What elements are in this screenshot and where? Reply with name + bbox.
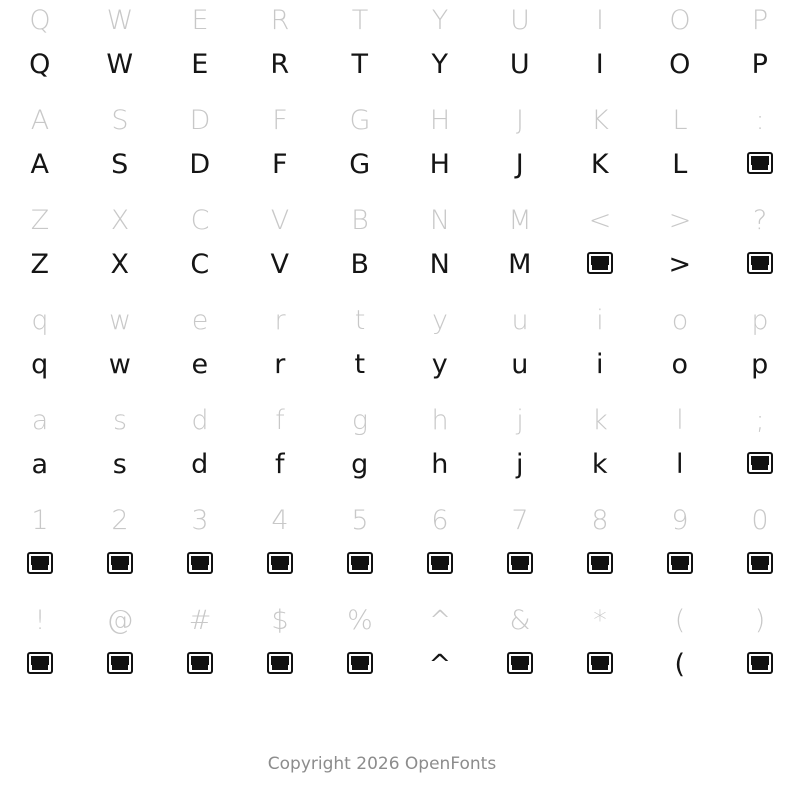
rendered-glyph: ^ [428, 649, 452, 680]
reference-character: y [432, 305, 448, 336]
glyph-cell [400, 500, 480, 600]
reference-character: V [270, 205, 290, 236]
rendered-glyph: q [31, 349, 49, 380]
notdef-box [347, 652, 373, 674]
reference-character: $ [271, 605, 289, 636]
rendered-glyph: D [189, 149, 211, 180]
glyph-cell [160, 300, 240, 400]
notdef-bottom-bar [272, 563, 288, 570]
glyph-cell [80, 600, 160, 700]
notdef-glyph-icon [747, 452, 773, 474]
glyph-cell [0, 200, 80, 300]
glyph-cell [480, 500, 560, 600]
notdef-bottom-bar [752, 663, 768, 670]
notdef-bottom-bar [32, 663, 48, 670]
reference-character: u [511, 305, 529, 336]
reference-character: a [31, 405, 49, 436]
rendered-glyph: N [429, 249, 451, 280]
reference-character: ! [34, 605, 46, 636]
notdef-glyph-icon [27, 652, 53, 674]
reference-character: w [108, 305, 132, 336]
notdef-glyph-icon [267, 552, 293, 574]
rendered-glyph: s [112, 449, 128, 480]
notdef-box [107, 652, 133, 674]
glyph-cell [400, 200, 480, 300]
rendered-glyph: e [191, 349, 209, 380]
glyph-cell [320, 100, 400, 200]
notdef-box [187, 652, 213, 674]
glyph-cell [560, 0, 640, 100]
glyph-cell [80, 200, 160, 300]
notdef-glyph-icon [507, 552, 533, 574]
rendered-glyph: g [351, 449, 369, 480]
reference-character: I [596, 5, 604, 36]
glyph-cell [0, 300, 80, 400]
glyph-cell [240, 400, 320, 500]
glyph-cell [560, 300, 640, 400]
reference-character: K [591, 105, 609, 136]
rendered-glyph: f [274, 449, 285, 480]
notdef-glyph-icon [667, 552, 693, 574]
notdef-glyph-icon [107, 552, 133, 574]
reference-character: q [31, 305, 49, 336]
glyph-cell [720, 500, 800, 600]
reference-character: 5 [351, 505, 369, 536]
reference-character: > [668, 205, 692, 236]
notdef-box [27, 552, 53, 574]
notdef-bottom-bar [512, 663, 528, 670]
glyph-cell [0, 100, 80, 200]
rendered-glyph: y [431, 349, 449, 380]
glyph-cell [640, 500, 720, 600]
rendered-glyph: R [270, 49, 290, 80]
rendered-glyph: J [515, 149, 525, 180]
notdef-glyph-icon [187, 652, 213, 674]
glyph-cell [400, 400, 480, 500]
glyph-cell [640, 400, 720, 500]
copyright-notice: Copyright 2026 OpenFonts [267, 754, 497, 774]
notdef-box [747, 652, 773, 674]
notdef-box [747, 452, 773, 474]
notdef-box [507, 652, 533, 674]
rendered-glyph: X [110, 249, 130, 280]
glyph-cell [400, 600, 480, 700]
reference-character: 2 [111, 505, 129, 536]
notdef-glyph-icon [587, 652, 613, 674]
reference-character: 6 [431, 505, 449, 536]
rendered-glyph: B [350, 249, 370, 280]
rendered-glyph: A [30, 149, 50, 180]
reference-character: < [588, 205, 612, 236]
notdef-bottom-bar [192, 563, 208, 570]
reference-character: 3 [191, 505, 209, 536]
glyph-cell [0, 600, 80, 700]
glyph-cell [160, 500, 240, 600]
notdef-box [747, 152, 773, 174]
reference-character: N [429, 205, 451, 236]
reference-character: t [354, 305, 366, 336]
glyph-cell [400, 300, 480, 400]
rendered-glyph: u [511, 349, 529, 380]
reference-character: 7 [511, 505, 529, 536]
notdef-bottom-bar [192, 663, 208, 670]
glyph-cell [320, 400, 400, 500]
glyph-cell [640, 600, 720, 700]
glyph-cell [0, 0, 80, 100]
reference-character: P [751, 5, 769, 36]
reference-character: ^ [428, 605, 452, 636]
reference-character: # [188, 605, 212, 636]
rendered-glyph: M [508, 249, 532, 280]
reference-character: A [30, 105, 50, 136]
reference-character: o [671, 305, 689, 336]
glyph-cell [160, 600, 240, 700]
rendered-glyph: Z [30, 249, 50, 280]
reference-character: ) [754, 605, 766, 636]
glyph-cell [320, 200, 400, 300]
glyph-cell [80, 400, 160, 500]
reference-character: ( [674, 605, 686, 636]
glyph-cell [160, 400, 240, 500]
glyph-cell [240, 200, 320, 300]
glyph-cell [480, 100, 560, 200]
reference-character: ? [752, 205, 768, 236]
rendered-glyph: S [111, 149, 129, 180]
reference-character: L [672, 105, 688, 136]
reference-character: * [593, 605, 607, 636]
glyph-cell [80, 100, 160, 200]
notdef-box [747, 552, 773, 574]
reference-character: C [190, 205, 210, 236]
reference-character: Q [29, 5, 51, 36]
rendered-glyph: a [31, 449, 49, 480]
glyph-cell [240, 600, 320, 700]
rendered-glyph: p [751, 349, 769, 380]
glyph-cell [320, 500, 400, 600]
reference-character: 0 [751, 505, 769, 536]
reference-character: Z [30, 205, 50, 236]
glyph-cell [720, 300, 800, 400]
notdef-bottom-bar [752, 163, 768, 170]
reference-character: e [191, 305, 209, 336]
notdef-bottom-bar [32, 563, 48, 570]
reference-character: T [351, 5, 369, 36]
reference-character: ; [755, 405, 765, 436]
notdef-bottom-bar [592, 663, 608, 670]
glyph-cell [720, 200, 800, 300]
notdef-glyph-icon [347, 652, 373, 674]
notdef-bottom-bar [112, 663, 128, 670]
reference-character: 9 [671, 505, 689, 536]
notdef-bottom-bar [592, 563, 608, 570]
glyph-cell [320, 300, 400, 400]
notdef-glyph-icon [27, 552, 53, 574]
glyph-cell [640, 100, 720, 200]
glyph-cell [240, 100, 320, 200]
notdef-bottom-bar [272, 663, 288, 670]
notdef-box [667, 552, 693, 574]
notdef-glyph-icon [187, 552, 213, 574]
reference-character: F [272, 105, 288, 136]
notdef-box [587, 652, 613, 674]
rendered-glyph: w [108, 349, 132, 380]
reference-character: S [111, 105, 129, 136]
notdef-glyph-icon [347, 552, 373, 574]
notdef-box [747, 252, 773, 274]
glyph-cell [480, 200, 560, 300]
glyph-cell [560, 100, 640, 200]
notdef-glyph-icon [747, 552, 773, 574]
rendered-glyph: ( [674, 649, 686, 680]
rendered-glyph: l [675, 449, 684, 480]
reference-character: O [669, 5, 691, 36]
glyph-cell [0, 400, 80, 500]
glyph-cell [80, 300, 160, 400]
rendered-glyph: E [191, 49, 209, 80]
rendered-glyph: U [509, 49, 531, 80]
reference-character: Y [431, 5, 449, 36]
glyph-cell [720, 600, 800, 700]
notdef-bottom-bar [752, 463, 768, 470]
notdef-glyph-icon [747, 152, 773, 174]
reference-character: H [429, 105, 451, 136]
notdef-bottom-bar [432, 563, 448, 570]
rendered-glyph: I [595, 49, 605, 80]
notdef-glyph-icon [747, 652, 773, 674]
reference-character: s [112, 405, 128, 436]
reference-character: D [189, 105, 211, 136]
rendered-glyph: Y [431, 49, 449, 80]
glyph-cell [400, 100, 480, 200]
reference-character: G [349, 105, 371, 136]
reference-character: 1 [31, 505, 49, 536]
rendered-glyph: K [590, 149, 610, 180]
rendered-glyph: H [429, 149, 451, 180]
glyph-cell [640, 200, 720, 300]
glyph-cell [480, 300, 560, 400]
glyph-cell [320, 0, 400, 100]
glyph-cell [720, 0, 800, 100]
reference-character: r [274, 305, 286, 336]
glyph-cell [160, 0, 240, 100]
notdef-glyph-icon [587, 552, 613, 574]
glyph-cell [80, 0, 160, 100]
glyph-cell [480, 400, 560, 500]
reference-character: R [270, 5, 290, 36]
reference-character: E [191, 5, 209, 36]
rendered-glyph: > [668, 249, 692, 280]
reference-character: & [509, 605, 531, 636]
rendered-glyph: t [354, 349, 366, 380]
reference-character: W [106, 5, 134, 36]
notdef-box [267, 552, 293, 574]
rendered-glyph: G [349, 149, 371, 180]
glyph-cell [480, 600, 560, 700]
glyph-cell [480, 0, 560, 100]
glyph-cell [80, 500, 160, 600]
notdef-glyph-icon [107, 652, 133, 674]
rendered-glyph: j [515, 449, 524, 480]
reference-character: : [755, 105, 765, 136]
notdef-glyph-icon [507, 652, 533, 674]
notdef-bottom-bar [592, 263, 608, 270]
notdef-bottom-bar [512, 563, 528, 570]
reference-character: @ [106, 605, 134, 636]
rendered-glyph: T [351, 49, 369, 80]
reference-character: J [516, 105, 524, 136]
rendered-glyph: F [271, 149, 289, 180]
reference-character: B [351, 205, 369, 236]
glyph-cell [560, 400, 640, 500]
reference-character: k [592, 405, 608, 436]
notdef-box [107, 552, 133, 574]
notdef-bottom-bar [672, 563, 688, 570]
rendered-glyph: V [270, 249, 290, 280]
reference-character: p [751, 305, 769, 336]
rendered-glyph: o [671, 349, 689, 380]
rendered-glyph: r [274, 349, 286, 380]
notdef-bottom-bar [752, 263, 768, 270]
rendered-glyph: h [431, 449, 449, 480]
rendered-glyph: C [190, 249, 210, 280]
reference-character: X [110, 205, 130, 236]
notdef-glyph-icon [427, 552, 453, 574]
notdef-box [427, 552, 453, 574]
reference-character: 4 [271, 505, 289, 536]
glyph-cell [560, 500, 640, 600]
glyph-cell [0, 500, 80, 600]
rendered-glyph: W [106, 49, 134, 80]
notdef-bottom-bar [352, 563, 368, 570]
rendered-glyph: O [669, 49, 691, 80]
reference-character: h [431, 405, 449, 436]
notdef-box [27, 652, 53, 674]
rendered-glyph: d [191, 449, 209, 480]
rendered-glyph: P [751, 49, 769, 80]
notdef-box [587, 252, 613, 274]
rendered-glyph: L [672, 149, 688, 180]
reference-character: f [275, 405, 285, 436]
glyph-cell [400, 0, 480, 100]
notdef-glyph-icon [587, 252, 613, 274]
notdef-bottom-bar [352, 663, 368, 670]
reference-character: l [676, 405, 684, 436]
glyph-cell [320, 600, 400, 700]
glyph-cell [640, 300, 720, 400]
glyph-cell [560, 600, 640, 700]
glyph-cell [240, 0, 320, 100]
notdef-glyph-icon [747, 252, 773, 274]
rendered-glyph: Q [29, 49, 51, 80]
reference-character: U [510, 5, 530, 36]
glyph-cell [720, 400, 800, 500]
glyph-cell [160, 200, 240, 300]
glyph-cell [240, 500, 320, 600]
notdef-glyph-icon [267, 652, 293, 674]
notdef-bottom-bar [752, 563, 768, 570]
reference-character: d [191, 405, 209, 436]
notdef-bottom-bar [112, 563, 128, 570]
notdef-box [587, 552, 613, 574]
glyph-cell [560, 200, 640, 300]
notdef-box [347, 552, 373, 574]
notdef-box [267, 652, 293, 674]
rendered-glyph: i [595, 349, 604, 380]
reference-character: 8 [591, 505, 609, 536]
notdef-box [187, 552, 213, 574]
glyph-cell [640, 0, 720, 100]
reference-character: g [351, 405, 369, 436]
rendered-glyph: k [591, 449, 609, 480]
reference-character: % [347, 605, 373, 636]
glyph-cell [160, 100, 240, 200]
reference-character: i [596, 305, 604, 336]
reference-character: j [516, 405, 524, 436]
notdef-box [507, 552, 533, 574]
glyph-cell [240, 300, 320, 400]
reference-character: M [508, 205, 532, 236]
glyph-cell [720, 100, 800, 200]
